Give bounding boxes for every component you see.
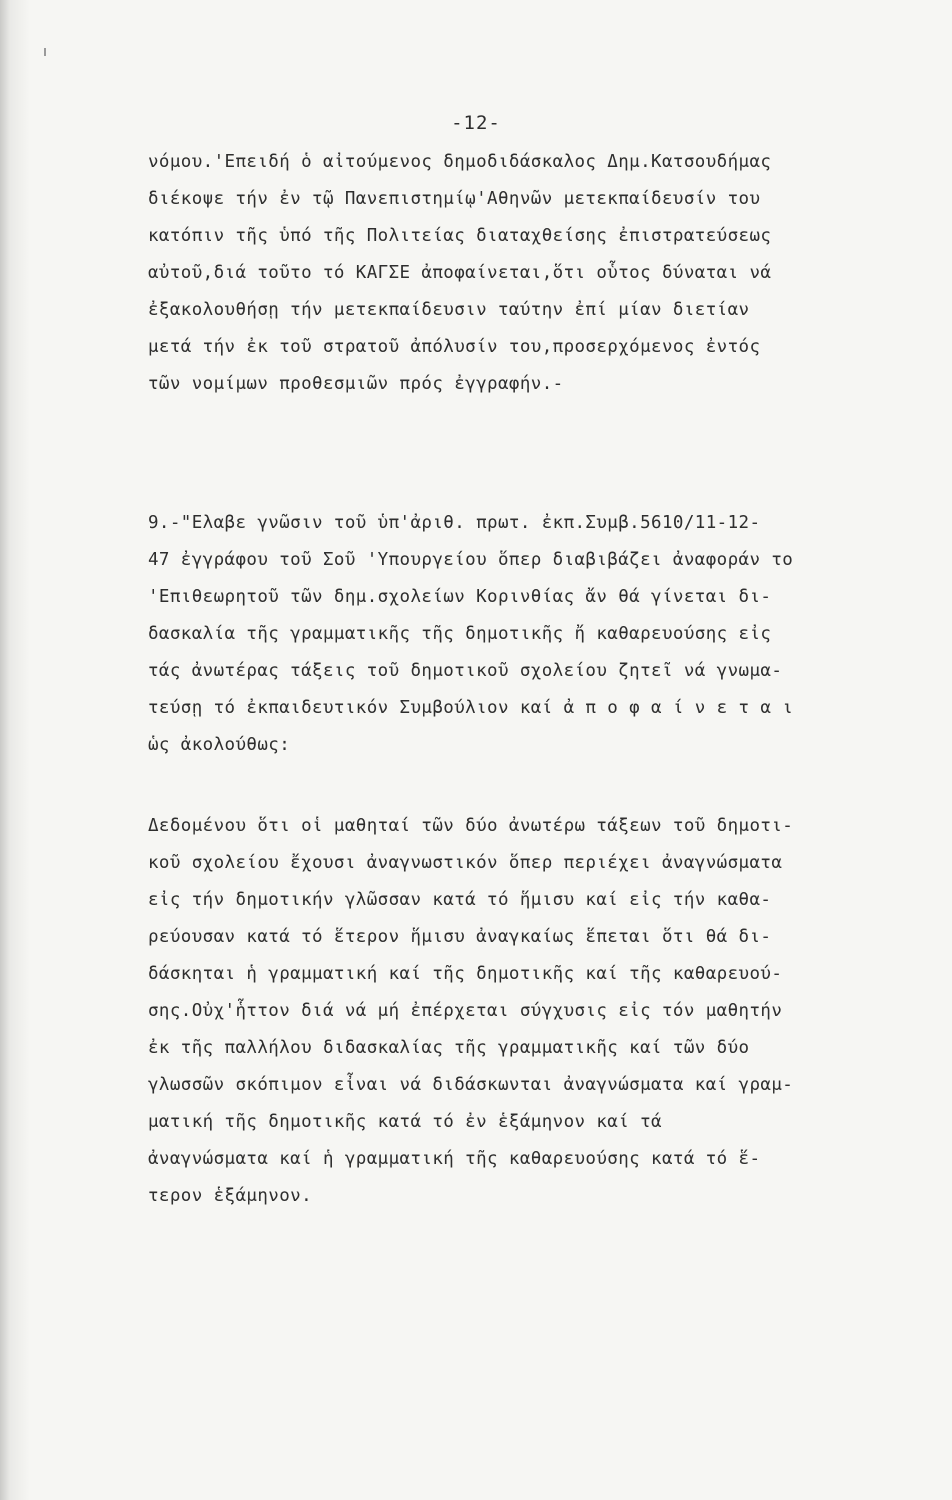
text-line: τερον ἑξάμηνον. [148,1186,313,1206]
text-line: δασκαλία τῆς γραμματικῆς τῆς δημοτικῆς ἤ καθαρευούσης εἰς [148,624,772,644]
text-line: κοῦ σχολείου ἔχουσι ἀναγνωστικόν ὅπερ περιέχει ἀναγνώσματα [148,853,783,873]
text-line: 'Επιθεωρητοῦ τῶν δημ.σχολείων Κορινθίας ἄν θά γίνεται δι- [148,587,772,607]
text-line: τεύσῃ τό ἐκπαιδευτικόν Συμβούλιον καί ἀ π ο φ α ί ν ε τ α ι [148,698,794,718]
text-line: 47 ἐγγράφου τοῦ Σοῦ 'Υπουργείου ὅπερ διαβιβάζει ἀναφοράν το [148,550,794,570]
paragraph-2 [148,505,938,764]
text-line: εἰς τήν δημοτικήν γλῶσσαν κατά τό ἥμισυ καί εἰς τήν καθα- [148,890,772,910]
text-line: ἐξακολουθήσῃ τήν μετεκπαίδευσιν ταύτην ἐπί μίαν διετίαν [148,300,750,320]
margin-mark [44,48,46,56]
paragraph-3 [148,808,938,1215]
text-line: αὐτοῦ,διά τοῦτο τό ΚΑΓΣΕ ἀποφαίνεται,ὅτι οὗτος δύναται νά [148,263,772,283]
text-line: ματική τῆς δημοτικῆς κατά τό ἐν ἑξάμηνον καί τά [148,1112,662,1132]
text-line: τῶν νομίμων προθεσμιῶν πρός ἐγγραφήν.- [148,374,564,394]
page-number: -12- [451,112,501,134]
text-line: διέκοψε τήν ἐν τῷ Πανεπιστημίῳ'Αθηνῶν μετεκπαίδευσίν του [148,189,761,209]
text-line: δάσκηται ἡ γραμματική καί τῆς δημοτικῆς καί τῆς καθαρευού- [148,964,783,984]
text-line: ρεύουσαν κατά τό ἕτερον ἥμισυ ἀναγκαίως ἕπεται ὅτι θά δι- [148,927,772,947]
text-line: ἐκ τῆς παλλήλου διδασκαλίας τῆς γραμματικῆς καί τῶν δύο [148,1038,750,1058]
text-line: ὡς ἀκολούθως: [148,735,291,755]
text-line: νόμου.'Επειδή ὁ αἰτούμενος δημοδιδάσκαλος Δημ.Κατσουδήμας [148,152,772,172]
text-line: σης.Οὐχ'ἧττον διά νά μή ἐπέρχεται σύγχυσις εἰς τόν μαθητήν [148,1001,783,1021]
text-line: Δεδομένου ὅτι οἱ μαθηταί τῶν δύο ἀνωτέρω τάξεων τοῦ δημοτι- [148,816,794,836]
text-line: ἀναγνώσματα καί ἡ γραμματική τῆς καθαρευούσης κατά τό ἕ- [148,1149,761,1169]
text-line: κατόπιν τῆς ὑπό τῆς Πολιτείας διαταχθείσης ἐπιστρατεύσεως [148,226,772,246]
paragraph-1 [148,144,938,403]
text-line: 9.-"Ελαβε γνῶσιν τοῦ ὑπ'ἀριθ. πρωτ. ἐκπ.Συμβ.5610/11-12- [148,513,761,533]
text-line: μετά τήν ἐκ τοῦ στρατοῦ ἀπόλυσίν του,προσερχόμενος ἐντός [148,337,761,357]
text-line: τάς ἀνωτέρας τάξεις τοῦ δημοτικοῦ σχολείου ζητεῖ νά γνωμα- [148,661,783,681]
text-line: γλωσσῶν σκόπιμον εἶναι νά διδάσκωνται ἀναγνώσματα καί γραμ- [148,1075,794,1095]
